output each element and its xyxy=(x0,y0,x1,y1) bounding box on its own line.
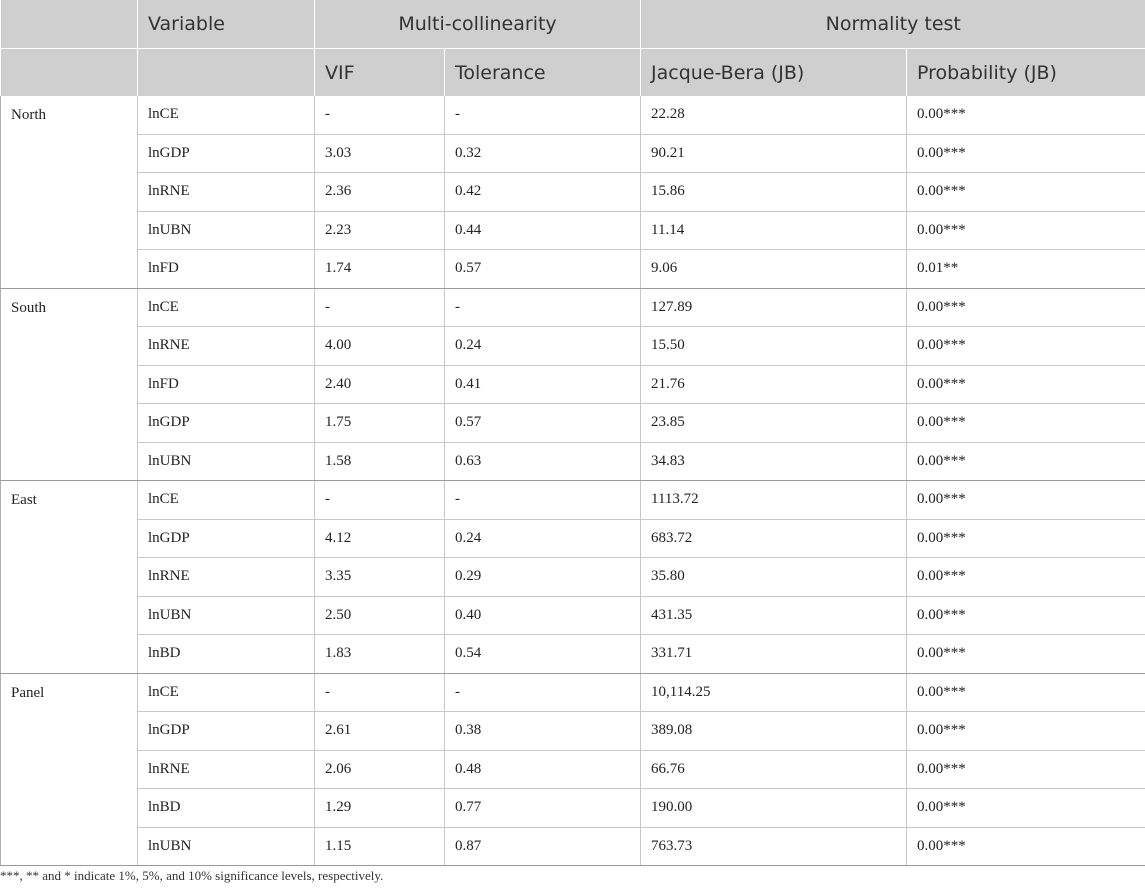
table-body xyxy=(1,96,1145,866)
jb-cell: 683.72 xyxy=(641,519,907,558)
variable-cell: lnFD xyxy=(138,250,315,289)
tolerance-cell: 0.40 xyxy=(445,596,641,635)
prob-cell: 0.00*** xyxy=(907,442,1145,481)
header-multicollinearity: Multi-collinearity xyxy=(315,0,641,49)
variable-cell: lnGDP xyxy=(138,712,315,751)
prob-cell: 0.01** xyxy=(907,250,1145,289)
prob-cell: 0.00*** xyxy=(907,635,1145,674)
region-cell: South xyxy=(1,288,138,481)
table-row xyxy=(1,827,1145,866)
prob-cell: 0.00*** xyxy=(907,789,1145,828)
tolerance-cell: 0.54 xyxy=(445,635,641,674)
vif-cell: 1.83 xyxy=(315,635,445,674)
tolerance-cell: 0.77 xyxy=(445,789,641,828)
vif-cell: 1.15 xyxy=(315,827,445,866)
vif-cell: 2.23 xyxy=(315,211,445,250)
header-empty-corner xyxy=(1,0,138,49)
jb-cell: 431.35 xyxy=(641,596,907,635)
vif-cell: 1.58 xyxy=(315,442,445,481)
prob-cell: 0.00*** xyxy=(907,173,1145,212)
tolerance-cell: 0.24 xyxy=(445,327,641,366)
table-row xyxy=(1,288,1145,327)
vif-cell: 3.35 xyxy=(315,558,445,597)
header-jacque-bera: Jacque-Bera (JB) xyxy=(641,49,907,97)
prob-cell: 0.00*** xyxy=(907,673,1145,712)
vif-cell: - xyxy=(315,288,445,327)
variable-cell: lnRNE xyxy=(138,558,315,597)
variable-cell: lnBD xyxy=(138,789,315,828)
tolerance-cell: 0.38 xyxy=(445,712,641,751)
variable-cell: lnRNE xyxy=(138,327,315,366)
variable-cell: lnBD xyxy=(138,635,315,674)
jb-cell: 9.06 xyxy=(641,250,907,289)
prob-cell: 0.00*** xyxy=(907,404,1145,443)
prob-cell: 0.00*** xyxy=(907,327,1145,366)
tolerance-cell: 0.24 xyxy=(445,519,641,558)
jb-cell: 331.71 xyxy=(641,635,907,674)
table-row xyxy=(1,712,1145,751)
table-row xyxy=(1,596,1145,635)
tolerance-cell: 0.41 xyxy=(445,365,641,404)
vif-cell: 2.50 xyxy=(315,596,445,635)
variable-cell: lnGDP xyxy=(138,134,315,173)
table-row xyxy=(1,211,1145,250)
variable-cell: lnCE xyxy=(138,481,315,520)
table-row xyxy=(1,635,1145,674)
vif-cell: 1.75 xyxy=(315,404,445,443)
vif-cell: 1.29 xyxy=(315,789,445,828)
variable-cell: lnRNE xyxy=(138,750,315,789)
prob-cell: 0.00*** xyxy=(907,134,1145,173)
vif-cell: 1.74 xyxy=(315,250,445,289)
header-probability: Probability (JB) xyxy=(907,49,1145,97)
jb-cell: 34.83 xyxy=(641,442,907,481)
header-vif: VIF xyxy=(315,49,445,97)
jb-cell: 10,114.25 xyxy=(641,673,907,712)
jb-cell: 190.00 xyxy=(641,789,907,828)
prob-cell: 0.00*** xyxy=(907,96,1145,134)
jb-cell: 15.50 xyxy=(641,327,907,366)
header-normality-test: Normality test xyxy=(641,0,1145,49)
vif-cell: - xyxy=(315,673,445,712)
tolerance-cell: - xyxy=(445,96,641,134)
jb-cell: 1113.72 xyxy=(641,481,907,520)
variable-cell: lnUBN xyxy=(138,827,315,866)
table-row xyxy=(1,750,1145,789)
table-row xyxy=(1,673,1145,712)
variable-cell: lnCE xyxy=(138,288,315,327)
vif-cell: 2.36 xyxy=(315,173,445,212)
table-row xyxy=(1,558,1145,597)
prob-cell: 0.00*** xyxy=(907,211,1145,250)
tolerance-cell: 0.63 xyxy=(445,442,641,481)
variable-cell: lnCE xyxy=(138,96,315,134)
tolerance-cell: 0.57 xyxy=(445,404,641,443)
tolerance-cell: 0.57 xyxy=(445,250,641,289)
header-empty-variable xyxy=(138,49,315,97)
vif-cell: 2.61 xyxy=(315,712,445,751)
variable-cell: lnRNE xyxy=(138,173,315,212)
jb-cell: 389.08 xyxy=(641,712,907,751)
variable-cell: lnUBN xyxy=(138,596,315,635)
prob-cell: 0.00*** xyxy=(907,558,1145,597)
prob-cell: 0.00*** xyxy=(907,288,1145,327)
jb-cell: 21.76 xyxy=(641,365,907,404)
header-tolerance: Tolerance xyxy=(445,49,641,97)
prob-cell: 0.00*** xyxy=(907,712,1145,751)
tolerance-cell: 0.87 xyxy=(445,827,641,866)
jb-cell: 763.73 xyxy=(641,827,907,866)
tolerance-cell: 0.32 xyxy=(445,134,641,173)
vif-cell: 4.12 xyxy=(315,519,445,558)
variable-cell: lnCE xyxy=(138,673,315,712)
table-row xyxy=(1,481,1145,520)
prob-cell: 0.00*** xyxy=(907,481,1145,520)
tolerance-cell: 0.48 xyxy=(445,750,641,789)
header-empty-corner-2 xyxy=(1,49,138,97)
table-row xyxy=(1,173,1145,212)
table-row xyxy=(1,96,1145,134)
vif-cell: - xyxy=(315,96,445,134)
jb-cell: 127.89 xyxy=(641,288,907,327)
jb-cell: 66.76 xyxy=(641,750,907,789)
tolerance-cell: 0.42 xyxy=(445,173,641,212)
vif-cell: 2.40 xyxy=(315,365,445,404)
tolerance-cell: 0.44 xyxy=(445,211,641,250)
prob-cell: 0.00*** xyxy=(907,827,1145,866)
variable-cell: lnFD xyxy=(138,365,315,404)
prob-cell: 0.00*** xyxy=(907,365,1145,404)
tolerance-cell: - xyxy=(445,481,641,520)
prob-cell: 0.00*** xyxy=(907,750,1145,789)
header-variable: Variable xyxy=(138,0,315,49)
table-row xyxy=(1,327,1145,366)
vif-cell: - xyxy=(315,481,445,520)
jb-cell: 22.28 xyxy=(641,96,907,134)
table-header xyxy=(1,0,1145,96)
jb-cell: 90.21 xyxy=(641,134,907,173)
prob-cell: 0.00*** xyxy=(907,519,1145,558)
variable-cell: lnUBN xyxy=(138,442,315,481)
vif-cell: 3.03 xyxy=(315,134,445,173)
vif-cell: 2.06 xyxy=(315,750,445,789)
prob-cell: 0.00*** xyxy=(907,596,1145,635)
jb-cell: 15.86 xyxy=(641,173,907,212)
variable-cell: lnGDP xyxy=(138,519,315,558)
table-row xyxy=(1,789,1145,828)
jb-cell: 23.85 xyxy=(641,404,907,443)
table-row xyxy=(1,134,1145,173)
region-cell: East xyxy=(1,481,138,674)
variable-cell: lnUBN xyxy=(138,211,315,250)
region-cell: Panel xyxy=(1,673,138,866)
table-row xyxy=(1,442,1145,481)
jb-cell: 11.14 xyxy=(641,211,907,250)
table-row xyxy=(1,250,1145,289)
table-row xyxy=(1,519,1145,558)
table-row xyxy=(1,365,1145,404)
tolerance-cell: - xyxy=(445,673,641,712)
tolerance-cell: 0.29 xyxy=(445,558,641,597)
jb-cell: 35.80 xyxy=(641,558,907,597)
variable-cell: lnGDP xyxy=(138,404,315,443)
tolerance-cell: - xyxy=(445,288,641,327)
table-footnote: ***, ** and * indicate 1%, 5%, and 10% significance levels, respectively. xyxy=(0,868,384,883)
table-row xyxy=(1,404,1145,443)
vif-cell: 4.00 xyxy=(315,327,445,366)
region-cell: North xyxy=(1,96,138,288)
